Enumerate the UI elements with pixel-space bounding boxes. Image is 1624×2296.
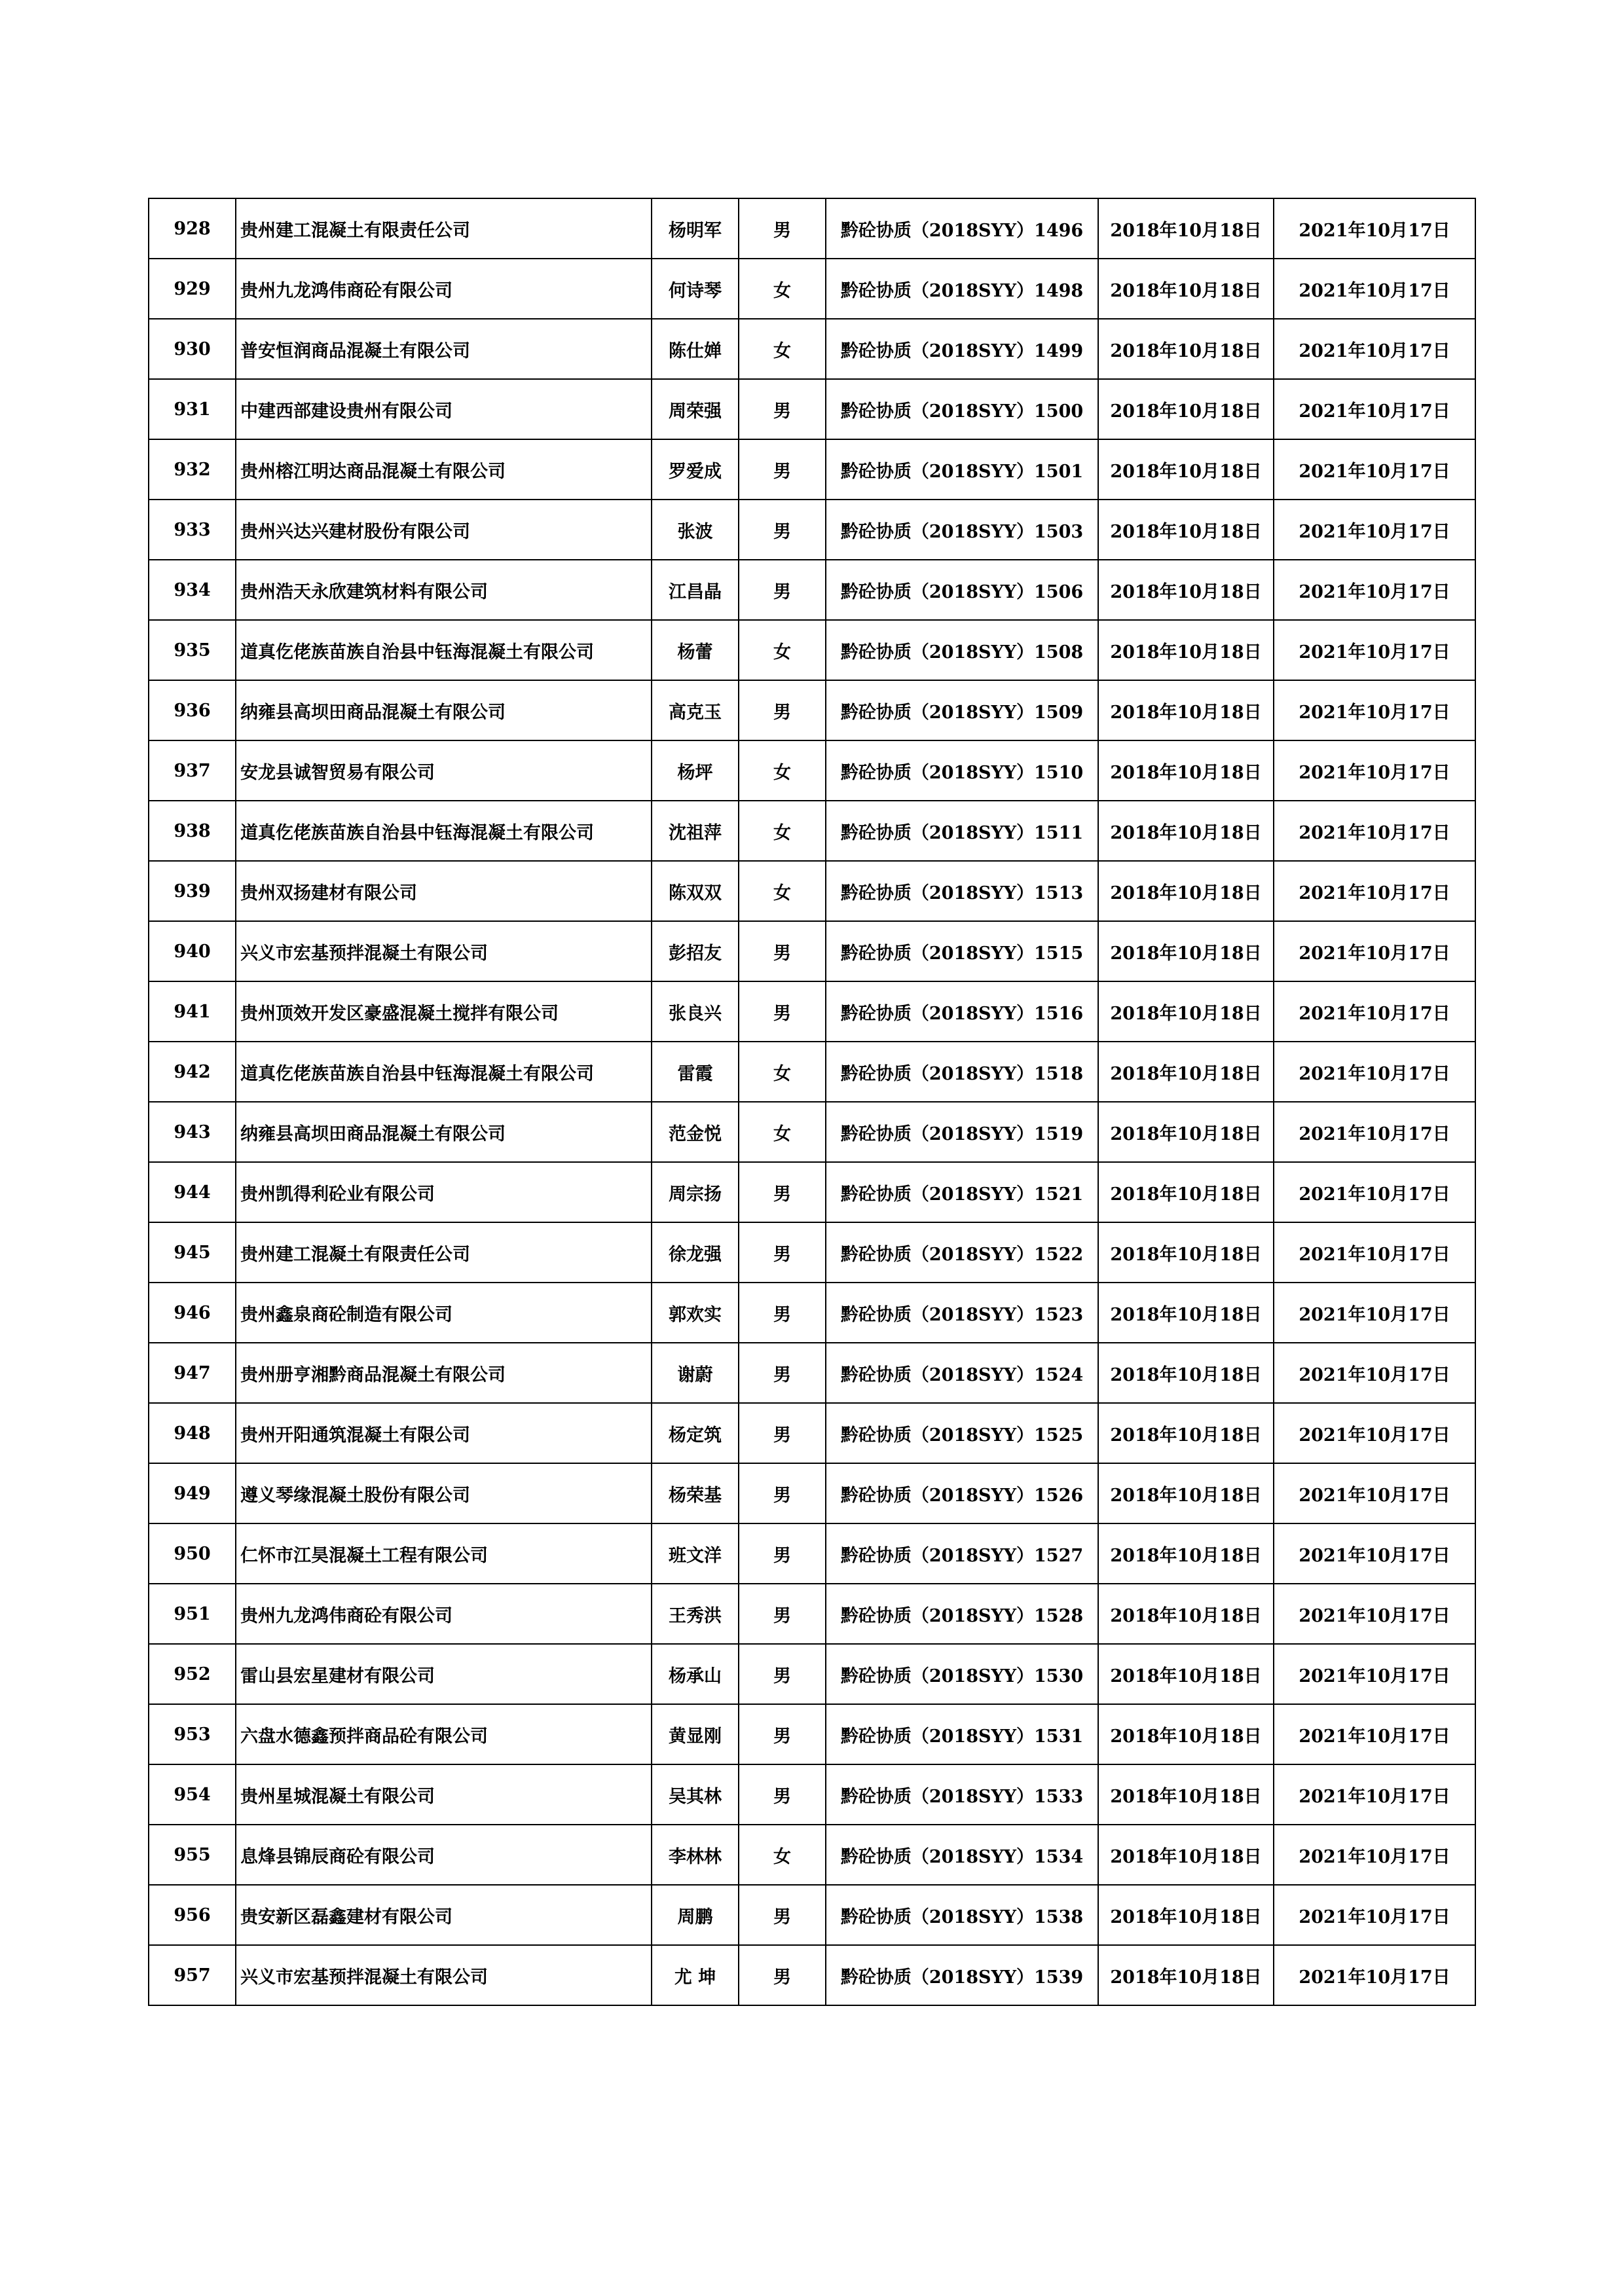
row-number: 947 <box>149 1343 236 1403</box>
issue-date: 2018年10月18日 <box>1098 1523 1274 1584</box>
company-name: 贵州凯得利砼业有限公司 <box>236 1162 652 1222</box>
issue-date: 2018年10月18日 <box>1098 259 1274 319</box>
row-number: 956 <box>149 1885 236 1945</box>
gender: 男 <box>739 680 826 740</box>
table-row <box>149 1042 1475 1102</box>
expiry-date: 2021年10月17日 <box>1274 319 1475 379</box>
issue-date: 2018年10月18日 <box>1098 680 1274 740</box>
company-name: 贵州建工混凝土有限责任公司 <box>236 198 652 259</box>
certificate-number: 黔砼协质（2018SYY）1534 <box>826 1825 1098 1885</box>
gender: 男 <box>739 560 826 620</box>
table-row <box>149 1885 1475 1945</box>
person-name: 江昌晶 <box>652 560 739 620</box>
issue-date: 2018年10月18日 <box>1098 921 1274 981</box>
gender: 女 <box>739 861 826 921</box>
person-name: 罗爱成 <box>652 439 739 500</box>
row-number: 952 <box>149 1644 236 1704</box>
issue-date: 2018年10月18日 <box>1098 1283 1274 1343</box>
row-number: 946 <box>149 1283 236 1343</box>
table-row <box>149 1523 1475 1584</box>
table-row <box>149 861 1475 921</box>
certificate-number: 黔砼协质（2018SYY）1516 <box>826 981 1098 1042</box>
company-name: 纳雍县高坝田商品混凝土有限公司 <box>236 1102 652 1162</box>
person-name: 陈双双 <box>652 861 739 921</box>
certificate-number: 黔砼协质（2018SYY）1511 <box>826 801 1098 861</box>
expiry-date: 2021年10月17日 <box>1274 1945 1475 2005</box>
gender: 男 <box>739 1403 826 1463</box>
row-number: 934 <box>149 560 236 620</box>
gender: 男 <box>739 1764 826 1825</box>
company-name: 贵州星城混凝土有限公司 <box>236 1764 652 1825</box>
company-name: 贵州浩天永欣建筑材料有限公司 <box>236 560 652 620</box>
gender: 女 <box>739 620 826 680</box>
person-name: 周宗扬 <box>652 1162 739 1222</box>
table-row <box>149 1945 1475 2005</box>
company-name: 道真仡佬族苗族自治县中钰海混凝土有限公司 <box>236 620 652 680</box>
person-name: 吴其林 <box>652 1764 739 1825</box>
issue-date: 2018年10月18日 <box>1098 1042 1274 1102</box>
gender: 男 <box>739 1945 826 2005</box>
person-name: 张波 <box>652 500 739 560</box>
expiry-date: 2021年10月17日 <box>1274 379 1475 439</box>
certificate-number: 黔砼协质（2018SYY）1521 <box>826 1162 1098 1222</box>
certificate-number: 黔砼协质（2018SYY）1523 <box>826 1283 1098 1343</box>
company-name: 仁怀市江昊混凝土工程有限公司 <box>236 1523 652 1584</box>
row-number: 951 <box>149 1584 236 1644</box>
certificate-table <box>148 198 1476 2006</box>
issue-date: 2018年10月18日 <box>1098 861 1274 921</box>
company-name: 遵义琴缘混凝土股份有限公司 <box>236 1463 652 1523</box>
issue-date: 2018年10月18日 <box>1098 1463 1274 1523</box>
certificate-number: 黔砼协质（2018SYY）1498 <box>826 259 1098 319</box>
table-row <box>149 259 1475 319</box>
row-number: 948 <box>149 1403 236 1463</box>
gender: 男 <box>739 981 826 1042</box>
row-number: 950 <box>149 1523 236 1584</box>
certificate-number: 黔砼协质（2018SYY）1531 <box>826 1704 1098 1764</box>
table-row <box>149 981 1475 1042</box>
company-name: 贵州九龙鸿伟商砼有限公司 <box>236 259 652 319</box>
person-name: 杨荣基 <box>652 1463 739 1523</box>
issue-date: 2018年10月18日 <box>1098 1704 1274 1764</box>
table-row <box>149 1764 1475 1825</box>
person-name: 何诗琴 <box>652 259 739 319</box>
issue-date: 2018年10月18日 <box>1098 1162 1274 1222</box>
issue-date: 2018年10月18日 <box>1098 500 1274 560</box>
issue-date: 2018年10月18日 <box>1098 198 1274 259</box>
person-name: 谢蔚 <box>652 1343 739 1403</box>
expiry-date: 2021年10月17日 <box>1274 740 1475 801</box>
person-name: 周鹏 <box>652 1885 739 1945</box>
table-row <box>149 1343 1475 1403</box>
expiry-date: 2021年10月17日 <box>1274 801 1475 861</box>
certificate-number: 黔砼协质（2018SYY）1522 <box>826 1222 1098 1283</box>
certificate-number: 黔砼协质（2018SYY）1515 <box>826 921 1098 981</box>
company-name: 雷山县宏星建材有限公司 <box>236 1644 652 1704</box>
person-name: 李林林 <box>652 1825 739 1885</box>
row-number: 937 <box>149 740 236 801</box>
issue-date: 2018年10月18日 <box>1098 560 1274 620</box>
row-number: 949 <box>149 1463 236 1523</box>
table-row <box>149 500 1475 560</box>
company-name: 道真仡佬族苗族自治县中钰海混凝土有限公司 <box>236 801 652 861</box>
person-name: 黄显刚 <box>652 1704 739 1764</box>
gender: 女 <box>739 319 826 379</box>
person-name: 范金悦 <box>652 1102 739 1162</box>
gender: 男 <box>739 500 826 560</box>
certificate-number: 黔砼协质（2018SYY）1506 <box>826 560 1098 620</box>
table-row <box>149 921 1475 981</box>
person-name: 郭欢实 <box>652 1283 739 1343</box>
expiry-date: 2021年10月17日 <box>1274 560 1475 620</box>
issue-date: 2018年10月18日 <box>1098 1222 1274 1283</box>
certificate-number: 黔砼协质（2018SYY）1503 <box>826 500 1098 560</box>
table-row <box>149 198 1475 259</box>
gender: 男 <box>739 439 826 500</box>
table-row <box>149 319 1475 379</box>
company-name: 息烽县锦辰商砼有限公司 <box>236 1825 652 1885</box>
row-number: 944 <box>149 1162 236 1222</box>
gender: 男 <box>739 921 826 981</box>
certificate-number: 黔砼协质（2018SYY）1538 <box>826 1885 1098 1945</box>
row-number: 935 <box>149 620 236 680</box>
gender: 女 <box>739 259 826 319</box>
issue-date: 2018年10月18日 <box>1098 1764 1274 1825</box>
expiry-date: 2021年10月17日 <box>1274 1162 1475 1222</box>
issue-date: 2018年10月18日 <box>1098 319 1274 379</box>
gender: 女 <box>739 801 826 861</box>
gender: 女 <box>739 1825 826 1885</box>
table-row <box>149 1584 1475 1644</box>
person-name: 杨坪 <box>652 740 739 801</box>
row-number: 936 <box>149 680 236 740</box>
gender: 男 <box>739 1523 826 1584</box>
company-name: 贵州榕江明达商品混凝土有限公司 <box>236 439 652 500</box>
gender: 女 <box>739 740 826 801</box>
certificate-number: 黔砼协质（2018SYY）1501 <box>826 439 1098 500</box>
expiry-date: 2021年10月17日 <box>1274 1343 1475 1403</box>
row-number: 931 <box>149 379 236 439</box>
table-row <box>149 560 1475 620</box>
person-name: 张良兴 <box>652 981 739 1042</box>
row-number: 933 <box>149 500 236 560</box>
row-number: 940 <box>149 921 236 981</box>
expiry-date: 2021年10月17日 <box>1274 1704 1475 1764</box>
company-name: 纳雍县高坝田商品混凝土有限公司 <box>236 680 652 740</box>
company-name: 普安恒润商品混凝土有限公司 <box>236 319 652 379</box>
gender: 男 <box>739 1584 826 1644</box>
issue-date: 2018年10月18日 <box>1098 1403 1274 1463</box>
company-name: 贵州兴达兴建材股份有限公司 <box>236 500 652 560</box>
gender: 男 <box>739 1704 826 1764</box>
certificate-number: 黔砼协质（2018SYY）1513 <box>826 861 1098 921</box>
table-row <box>149 801 1475 861</box>
company-name: 贵州建工混凝土有限责任公司 <box>236 1222 652 1283</box>
person-name: 沈祖萍 <box>652 801 739 861</box>
person-name: 彭招友 <box>652 921 739 981</box>
issue-date: 2018年10月18日 <box>1098 1343 1274 1403</box>
gender: 男 <box>739 1162 826 1222</box>
expiry-date: 2021年10月17日 <box>1274 1102 1475 1162</box>
row-number: 938 <box>149 801 236 861</box>
certificate-number: 黔砼协质（2018SYY）1508 <box>826 620 1098 680</box>
person-name: 周荣强 <box>652 379 739 439</box>
company-name: 贵州开阳通筑混凝土有限公司 <box>236 1403 652 1463</box>
issue-date: 2018年10月18日 <box>1098 740 1274 801</box>
certificate-number: 黔砼协质（2018SYY）1499 <box>826 319 1098 379</box>
expiry-date: 2021年10月17日 <box>1274 1042 1475 1102</box>
table-body <box>149 198 1475 2005</box>
gender: 男 <box>739 198 826 259</box>
expiry-date: 2021年10月17日 <box>1274 861 1475 921</box>
person-name: 杨蕾 <box>652 620 739 680</box>
company-name: 安龙县诚智贸易有限公司 <box>236 740 652 801</box>
table-row <box>149 1644 1475 1704</box>
issue-date: 2018年10月18日 <box>1098 801 1274 861</box>
table-row <box>149 439 1475 500</box>
expiry-date: 2021年10月17日 <box>1274 1644 1475 1704</box>
certificate-number: 黔砼协质（2018SYY）1530 <box>826 1644 1098 1704</box>
table-row <box>149 1222 1475 1283</box>
gender: 男 <box>739 1885 826 1945</box>
certificate-number: 黔砼协质（2018SYY）1539 <box>826 1945 1098 2005</box>
gender: 男 <box>739 1644 826 1704</box>
row-number: 941 <box>149 981 236 1042</box>
company-name: 六盘水德鑫预拌商品砼有限公司 <box>236 1704 652 1764</box>
issue-date: 2018年10月18日 <box>1098 620 1274 680</box>
row-number: 942 <box>149 1042 236 1102</box>
gender: 男 <box>739 379 826 439</box>
expiry-date: 2021年10月17日 <box>1274 1523 1475 1584</box>
expiry-date: 2021年10月17日 <box>1274 500 1475 560</box>
certificate-number: 黔砼协质（2018SYY）1524 <box>826 1343 1098 1403</box>
row-number: 943 <box>149 1102 236 1162</box>
company-name: 贵州九龙鸿伟商砼有限公司 <box>236 1584 652 1644</box>
expiry-date: 2021年10月17日 <box>1274 1584 1475 1644</box>
company-name: 贵州册亨湘黔商品混凝土有限公司 <box>236 1343 652 1403</box>
expiry-date: 2021年10月17日 <box>1274 680 1475 740</box>
row-number: 930 <box>149 319 236 379</box>
expiry-date: 2021年10月17日 <box>1274 439 1475 500</box>
person-name: 王秀洪 <box>652 1584 739 1644</box>
expiry-date: 2021年10月17日 <box>1274 981 1475 1042</box>
table-row <box>149 1463 1475 1523</box>
row-number: 932 <box>149 439 236 500</box>
company-name: 贵州双扬建材有限公司 <box>236 861 652 921</box>
issue-date: 2018年10月18日 <box>1098 981 1274 1042</box>
expiry-date: 2021年10月17日 <box>1274 1463 1475 1523</box>
certificate-number: 黔砼协质（2018SYY）1528 <box>826 1584 1098 1644</box>
table-row <box>149 1102 1475 1162</box>
table-row <box>149 1283 1475 1343</box>
person-name: 杨定筑 <box>652 1403 739 1463</box>
person-name: 杨承山 <box>652 1644 739 1704</box>
company-name: 道真仡佬族苗族自治县中钰海混凝土有限公司 <box>236 1042 652 1102</box>
certificate-number: 黔砼协质（2018SYY）1519 <box>826 1102 1098 1162</box>
certificate-number: 黔砼协质（2018SYY）1527 <box>826 1523 1098 1584</box>
gender: 男 <box>739 1222 826 1283</box>
row-number: 955 <box>149 1825 236 1885</box>
table-row <box>149 1704 1475 1764</box>
expiry-date: 2021年10月17日 <box>1274 1885 1475 1945</box>
issue-date: 2018年10月18日 <box>1098 1885 1274 1945</box>
expiry-date: 2021年10月17日 <box>1274 1283 1475 1343</box>
certificate-number: 黔砼协质（2018SYY）1509 <box>826 680 1098 740</box>
row-number: 928 <box>149 198 236 259</box>
company-name: 贵安新区磊鑫建材有限公司 <box>236 1885 652 1945</box>
person-name: 陈仕婵 <box>652 319 739 379</box>
expiry-date: 2021年10月17日 <box>1274 1222 1475 1283</box>
table-row <box>149 740 1475 801</box>
issue-date: 2018年10月18日 <box>1098 439 1274 500</box>
gender: 男 <box>739 1343 826 1403</box>
row-number: 929 <box>149 259 236 319</box>
expiry-date: 2021年10月17日 <box>1274 921 1475 981</box>
company-name: 贵州顶效开发区豪盛混凝土搅拌有限公司 <box>236 981 652 1042</box>
table-row <box>149 620 1475 680</box>
company-name: 兴义市宏基预拌混凝土有限公司 <box>236 1945 652 2005</box>
person-name: 尤 坤 <box>652 1945 739 2005</box>
expiry-date: 2021年10月17日 <box>1274 1403 1475 1463</box>
expiry-date: 2021年10月17日 <box>1274 620 1475 680</box>
company-name: 中建西部建设贵州有限公司 <box>236 379 652 439</box>
issue-date: 2018年10月18日 <box>1098 1102 1274 1162</box>
row-number: 957 <box>149 1945 236 2005</box>
row-number: 954 <box>149 1764 236 1825</box>
expiry-date: 2021年10月17日 <box>1274 1825 1475 1885</box>
table-row <box>149 1825 1475 1885</box>
issue-date: 2018年10月18日 <box>1098 1945 1274 2005</box>
issue-date: 2018年10月18日 <box>1098 1584 1274 1644</box>
certificate-number: 黔砼协质（2018SYY）1510 <box>826 740 1098 801</box>
person-name: 高克玉 <box>652 680 739 740</box>
expiry-date: 2021年10月17日 <box>1274 1764 1475 1825</box>
company-name: 贵州鑫泉商砼制造有限公司 <box>236 1283 652 1343</box>
issue-date: 2018年10月18日 <box>1098 1644 1274 1704</box>
company-name: 兴义市宏基预拌混凝土有限公司 <box>236 921 652 981</box>
table-row <box>149 1403 1475 1463</box>
expiry-date: 2021年10月17日 <box>1274 198 1475 259</box>
certificate-number: 黔砼协质（2018SYY）1526 <box>826 1463 1098 1523</box>
expiry-date: 2021年10月17日 <box>1274 259 1475 319</box>
gender: 女 <box>739 1102 826 1162</box>
certificate-number: 黔砼协质（2018SYY）1500 <box>826 379 1098 439</box>
table-row <box>149 680 1475 740</box>
person-name: 班文洋 <box>652 1523 739 1584</box>
certificate-number: 黔砼协质（2018SYY）1533 <box>826 1764 1098 1825</box>
gender: 男 <box>739 1283 826 1343</box>
issue-date: 2018年10月18日 <box>1098 1825 1274 1885</box>
person-name: 雷霞 <box>652 1042 739 1102</box>
person-name: 杨明军 <box>652 198 739 259</box>
gender: 男 <box>739 1463 826 1523</box>
table-row <box>149 1162 1475 1222</box>
certificate-number: 黔砼协质（2018SYY）1496 <box>826 198 1098 259</box>
person-name: 徐龙强 <box>652 1222 739 1283</box>
row-number: 953 <box>149 1704 236 1764</box>
table-row <box>149 379 1475 439</box>
certificate-number: 黔砼协质（2018SYY）1525 <box>826 1403 1098 1463</box>
certificate-number: 黔砼协质（2018SYY）1518 <box>826 1042 1098 1102</box>
row-number: 939 <box>149 861 236 921</box>
gender: 女 <box>739 1042 826 1102</box>
row-number: 945 <box>149 1222 236 1283</box>
issue-date: 2018年10月18日 <box>1098 379 1274 439</box>
